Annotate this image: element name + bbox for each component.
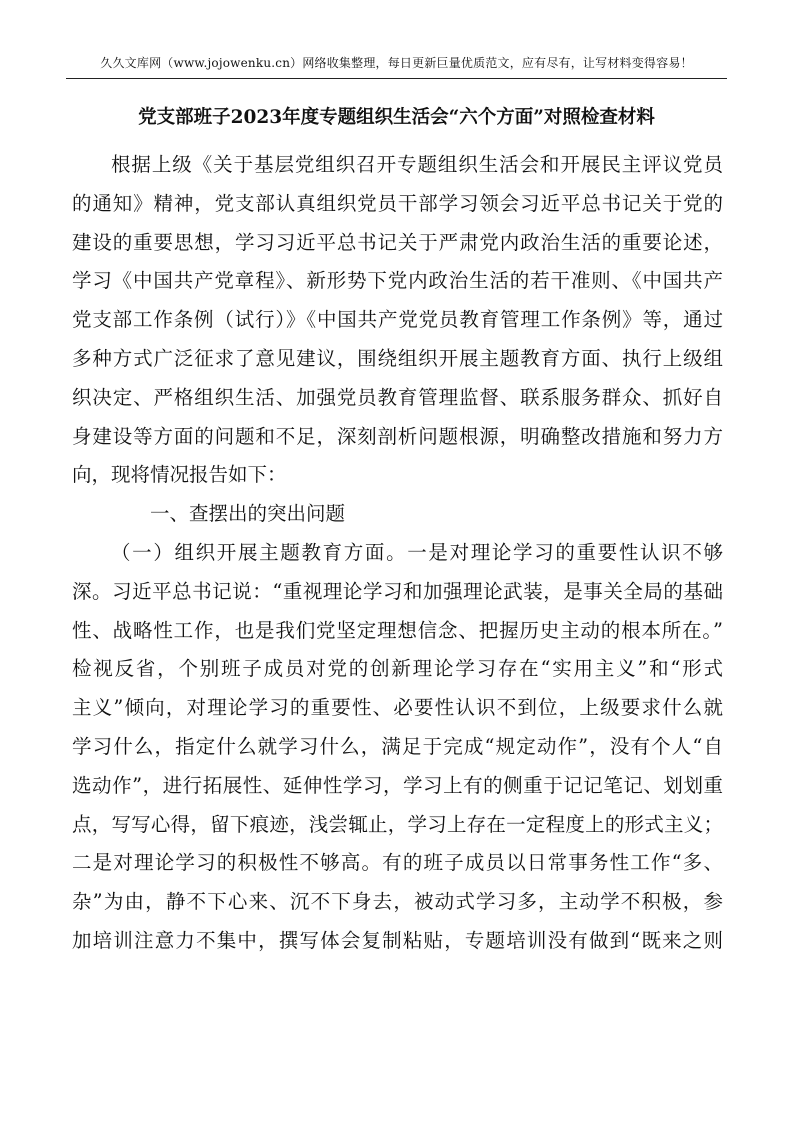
text-line: 主义”倾向，对理论学习的重要性、必要性认识不到位，上级要求什么就 bbox=[72, 696, 723, 720]
text-line: 党支部工作条例（试行）》《中国共产党党员教育管理工作条例》等，通过 bbox=[72, 308, 723, 332]
text-line: 根据上级《关于基层党组织召开专题组织生活会和开展民主评议党员 bbox=[111, 153, 723, 176]
text-line: 身建设等方面的问题和不足，深刻剖析问题根源，明确整改措施和努力方 bbox=[72, 424, 723, 448]
text-line: 建设的重要思想，学习习近平总书记关于严肃党内政治生活的重要论述， bbox=[72, 230, 723, 254]
text-line: 点，写写心得，留下痕迹，浅尝辄止，学习上存在一定程度上的形式主义； bbox=[72, 812, 723, 836]
paragraph-problems bbox=[72, 534, 723, 961]
text-line: 学习《中国共产党章程》、新形势下党内政治生活的若干准则、《中国共产 bbox=[72, 269, 723, 293]
page-header-text: 久久文库网（www.jojowenku.cn）网络收集整理，每日更新巨量优质范文，应有尽有，让写材料变得容易！ bbox=[100, 56, 693, 70]
text-line: 选动作”，进行拓展性、延伸性学习，学习上有的侧重于记记笔记、划划重 bbox=[72, 773, 723, 797]
text-line: 学习什么，指定什么就学习什么，满足于完成“规定动作”，没有个人“自 bbox=[72, 734, 723, 758]
text-line: 向，现将情况报告如下： bbox=[72, 463, 287, 487]
text-line: 织决定、严格组织生活、加强党员教育管理监督、联系服务群众、抓好自 bbox=[72, 385, 723, 409]
document-title: 党支部班子2023年度专题组织生活会“六个方面”对照检查材料 bbox=[138, 107, 655, 128]
text-line: 多种方式广泛征求了意见建议，围绕组织开展主题教育方面、执行上级组 bbox=[72, 346, 723, 370]
text-line: 杂”为由，静不下心来、沉不下身去，被动式学习多，主动学不积极，参 bbox=[72, 890, 723, 914]
text-line: 性、战略性工作，也是我们党坚定理想信念、把握历史主动的根本所在。” bbox=[72, 618, 723, 642]
text-line: 的通知》精神，党支部认真组织党员干部学习领会习近平总书记关于党的 bbox=[72, 191, 723, 215]
text-line: 深。习近平总书记说：“重视理论学习和加强理论武装，是事关全局的基础 bbox=[72, 579, 723, 603]
header-divider bbox=[66, 78, 727, 79]
text-line: 检视反省，个别班子成员对党的创新理论学习存在“实用主义”和“形式 bbox=[72, 657, 723, 681]
text-line: 加培训注意力不集中，撰写体会复制粘贴，专题培训没有做到“既来之则 bbox=[72, 928, 723, 952]
paragraph-intro bbox=[72, 146, 723, 495]
text-line: 二是对理论学习的积极性不够高。有的班子成员以日常事务性工作“多、 bbox=[72, 851, 723, 875]
text-line: （一）组织开展主题教育方面。一是对理论学习的重要性认识不够 bbox=[111, 540, 723, 564]
document-body bbox=[72, 146, 723, 961]
section-heading: 一、查摆出的突出问题 bbox=[150, 502, 346, 526]
